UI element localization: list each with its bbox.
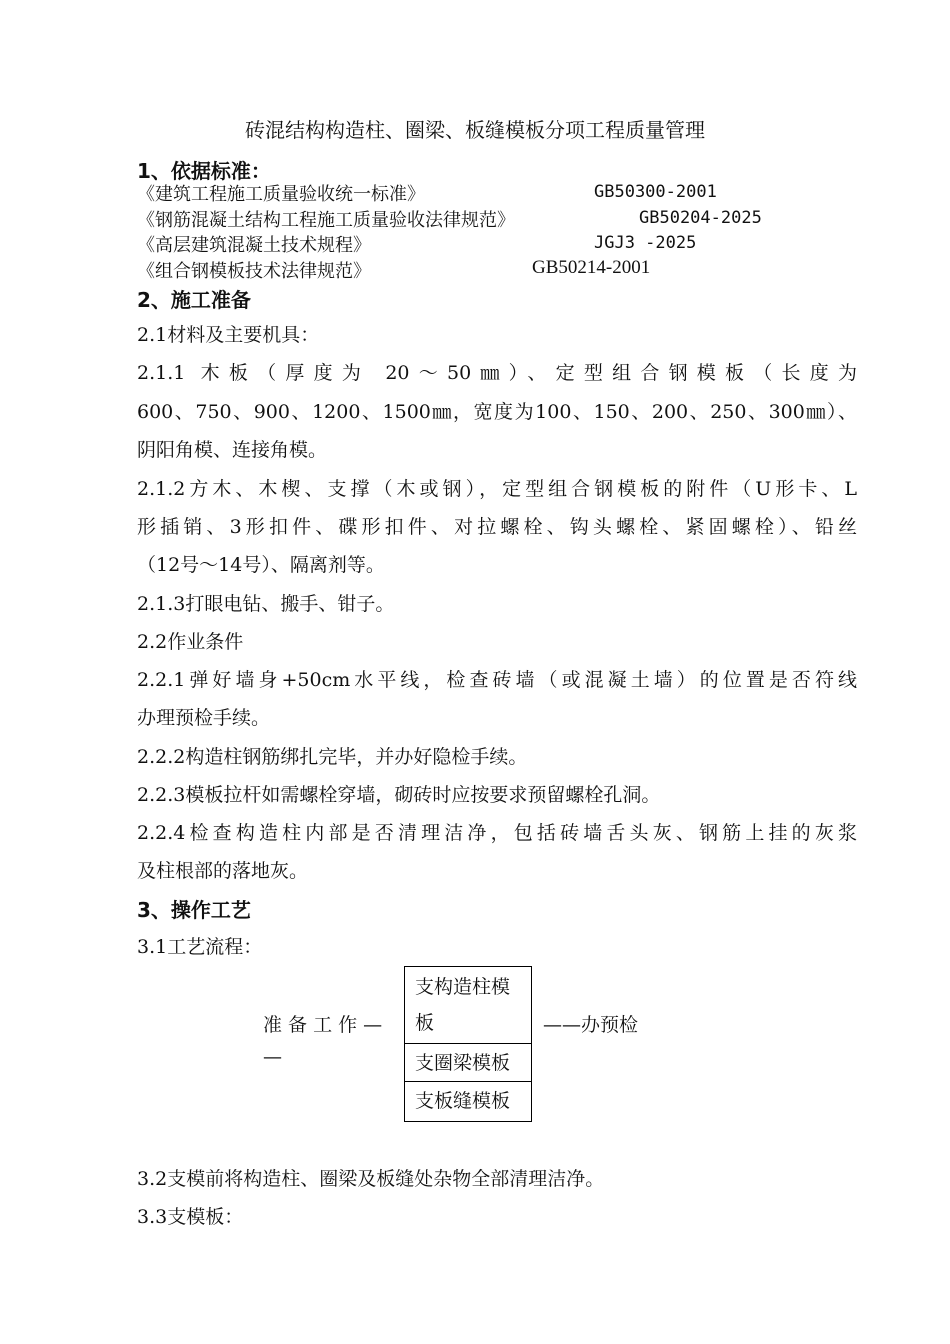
- standard-code: JGJ3 -2025: [594, 233, 697, 253]
- flow-start-label: 准 备 工 作 —: [263, 1014, 383, 1036]
- flow-step-text: 支圈梁模板: [415, 1052, 511, 1074]
- flow-step-text: 支构造柱模: [415, 976, 511, 998]
- section-2-heading: 2、施工准备: [137, 288, 251, 312]
- paragraph-2-2-4-line: 2.2.4检查构造柱内部是否清理洁净，包括砖墙舌头灰、钢筋上挂的灰浆: [137, 822, 857, 844]
- paragraph-2-1-3: 2.1.3打眼电钻、搬手、钳子。: [137, 593, 395, 615]
- flow-step-text: 板: [415, 1012, 435, 1034]
- flow-start-label-cont: —: [263, 1046, 282, 1068]
- paragraph-2-2-1-line: 2.2.1弹好墙身+50cm水平线，检查砖墙（或混凝土墙）的位置是否符线: [137, 669, 857, 691]
- page-title: 砖混结构构造柱、圈梁、板缝模板分项工程质量管理: [245, 118, 705, 142]
- paragraph-2-1-1-line: 600、750、900、1200、1500㎜，宽度为100、150、200、250、300㎜）、: [137, 401, 857, 423]
- standard-code: GB50300-2001: [594, 182, 717, 202]
- paragraph-2-1-2-line: （12号～14号）、隔离剂等。: [137, 554, 385, 576]
- paragraph-2-2-3: 2.2.3模板拉杆如需螺栓穿墙，砌砖时应按要求预留螺栓孔洞。: [137, 784, 661, 806]
- standard-name: 《组合钢模板技术法律规范》: [137, 261, 371, 282]
- section-1-heading: 1、依据标准：: [137, 159, 271, 183]
- paragraph-2-2-2: 2.2.2构造柱钢筋绑扎完毕，并办好隐检手续。: [137, 746, 528, 768]
- flow-end-label: ——办预检: [543, 1014, 639, 1036]
- paragraph-2-1-2-line: 形插销、3形扣件、碟形扣件、对拉螺栓、钩头螺栓、紧固螺栓）、铅丝: [137, 516, 857, 538]
- paragraph-2-1-1-line: 阴阳角模、连接角模。: [137, 439, 328, 461]
- flow-step-slab-joint: [404, 1081, 532, 1122]
- paragraph-2-2: 2.2作业条件: [137, 631, 244, 653]
- paragraph-2-1-1-line: 2.1.1 木板（厚度为 20～50㎜）、定型组合钢模板（长度为: [137, 362, 857, 384]
- standard-name: 《建筑工程施工质量验收统一标准》: [137, 184, 425, 205]
- paragraph-3-1: 3.1工艺流程：: [137, 936, 263, 958]
- flow-step-construct-column: [404, 966, 532, 1044]
- standard-name: 《高层建筑混凝土技术规程》: [137, 235, 371, 256]
- section-3-heading: 3、操作工艺: [137, 898, 251, 922]
- paragraph-2-1: 2.1材料及主要机具：: [137, 324, 320, 346]
- standard-code: GB50204-2025: [639, 208, 762, 228]
- paragraph-2-1-2-line: 2.1.2方木、木楔、支撑（木或钢），定型组合钢模板的附件（U形卡、L: [137, 478, 857, 500]
- flow-step-text: 支板缝模板: [415, 1090, 511, 1112]
- paragraph-3-2: 3.2支模前将构造柱、圈梁及板缝处杂物全部清理洁净。: [137, 1168, 605, 1190]
- standard-code: GB50214-2001: [532, 257, 651, 278]
- paragraph-3-3: 3.3支模板：: [137, 1206, 244, 1228]
- paragraph-2-2-1-line: 办理预检手续。: [137, 707, 271, 729]
- flow-step-ring-beam: [404, 1043, 532, 1082]
- paragraph-2-2-4-line: 及柱根部的落地灰。: [137, 860, 309, 882]
- standard-name: 《钢筋混凝土结构工程施工质量验收法律规范》: [137, 210, 515, 231]
